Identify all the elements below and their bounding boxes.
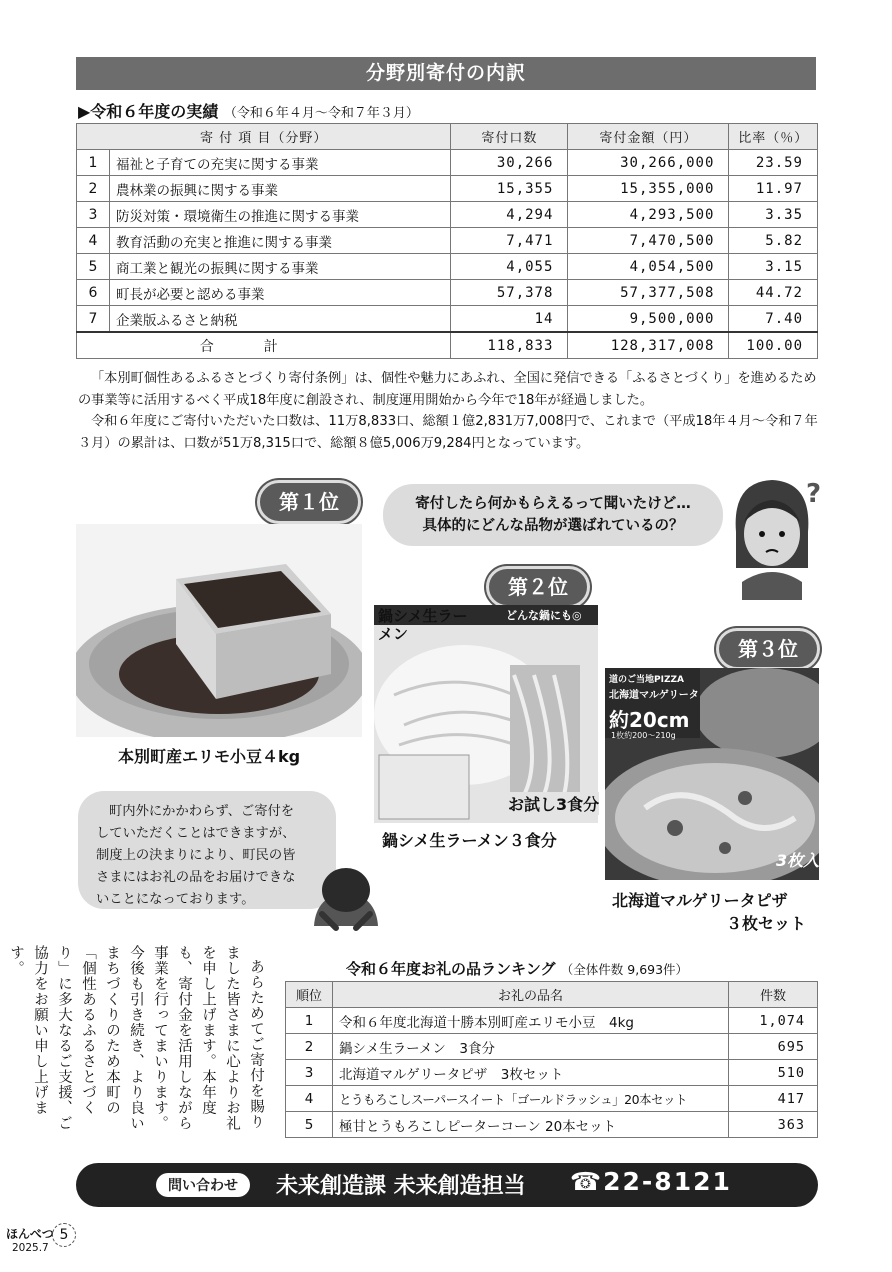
results-period: （令和６年４月〜令和７年３月） <box>223 106 419 121</box>
row-amount: 7,470,500 <box>568 228 729 254</box>
row-count: 4,294 <box>451 202 568 228</box>
pizza-photo-title1: 道のご当地PIZZA <box>609 675 684 685</box>
magazine-logo: ほんべつ <box>6 1227 54 1241</box>
row-count: 57,378 <box>451 280 568 306</box>
header-rank: 順位 <box>286 982 333 1008</box>
pizza-photo-size: 約20cm <box>609 708 690 732</box>
header-amount: 寄付金額（円） <box>568 124 729 150</box>
svg-text:?: ? <box>806 479 822 509</box>
rank-badge-second: 第２位 <box>486 566 590 608</box>
ranking-table <box>285 981 818 1138</box>
third-product-caption-line2: ３枚セット <box>726 914 807 933</box>
table-row <box>77 176 818 202</box>
bowing-person-illustration <box>306 856 386 936</box>
thanks-paragraph: あらためてご寄付を賜りました皆さまに心よりお礼を申し上げます。本年度も、寄付金を活用しながら事業を行ってまいります。今後も引き続き、より良いまちづくりのため本町の「個性あるふるさとづくり」に多大なるご支援、ご協力をお願い申し上げます。 <box>8 945 264 1131</box>
notice-line: していただくことはできますが、 <box>96 826 296 841</box>
header-item: お礼の品名 <box>333 982 729 1008</box>
contact-bar <box>76 1163 818 1207</box>
rank-badge-first: 第１位 <box>257 480 361 524</box>
ranking-row <box>286 1034 818 1060</box>
row-amount: 57,377,508 <box>568 280 729 306</box>
row-name: 農林業の振興に関する事業 <box>110 176 451 202</box>
row-ratio: 5.82 <box>729 228 818 254</box>
question-line: 具体的にどんな品物が選ばれているの？ <box>422 518 684 534</box>
row-name: 防災対策・環境衛生の推進に関する事業 <box>110 202 451 228</box>
row-name: 商工業と観光の振興に関する事業 <box>110 254 451 280</box>
ranking-count: 510 <box>729 1060 818 1086</box>
total-count: 118,833 <box>451 332 568 359</box>
donation-table <box>76 123 818 359</box>
table-row <box>77 254 818 280</box>
results-heading-text: ▶令和６年度の実績 <box>78 102 219 121</box>
row-no: 4 <box>77 228 110 254</box>
ranking-title-text: 令和６年度お礼の品ランキング <box>346 960 556 978</box>
question-bubble <box>383 484 723 546</box>
results-heading <box>78 99 419 122</box>
total-ratio: 100.00 <box>729 332 818 359</box>
row-no: 6 <box>77 280 110 306</box>
ranking-row <box>286 1112 818 1138</box>
pizza-photo-title2: 北海道マルゲリータ <box>609 690 699 701</box>
row-ratio: 23.59 <box>729 150 818 176</box>
pizza-photo-weight: 1枚約200〜210g <box>611 731 676 740</box>
notice-line: 制度上の決まりにより、町民の皆 <box>96 848 296 863</box>
table-row <box>77 228 818 254</box>
ranking-count: 417 <box>729 1086 818 1112</box>
ranking-count: 1,074 <box>729 1008 818 1034</box>
table-total-row <box>77 332 818 359</box>
rank-badge-third: 第３位 <box>716 628 820 670</box>
pizza-photo-count: 3枚入 <box>776 851 820 870</box>
header-category: 寄 付 項 目（分野） <box>77 124 451 150</box>
table-row <box>77 202 818 228</box>
intro-paragraph: 令和６年度にご寄付いただいた口数は、11万8,833口、総額１億2,831万7,008円で、これまで（平成18年４月〜令和７年３月）の累計は、口数が51万8,315口で、総額８億5,006万9,284円となっています。 <box>78 414 818 451</box>
row-amount: 30,266,000 <box>568 150 729 176</box>
ranking-count: 363 <box>729 1112 818 1138</box>
row-name: 町長が必要と認める事業 <box>110 280 451 306</box>
row-count: 30,266 <box>451 150 568 176</box>
ranking-rank: 4 <box>286 1086 333 1112</box>
row-count: 7,471 <box>451 228 568 254</box>
ranking-rank: 3 <box>286 1060 333 1086</box>
row-amount: 4,293,500 <box>568 202 729 228</box>
ranking-item: 北海道マルゲリータピザ 3枚セット <box>333 1060 729 1086</box>
ranking-item: 極甘とうもろこしピーターコーン 20本セット <box>333 1112 729 1138</box>
ranking-header-row <box>286 982 818 1008</box>
question-line: 寄付したら何かもらえるって聞いたけど… <box>415 496 691 512</box>
ranking-rank: 5 <box>286 1112 333 1138</box>
header-ratio: 比率（％） <box>729 124 818 150</box>
first-product-caption: 本別町産エリモ小豆４kg <box>118 747 301 766</box>
contact-department: 未来創造課 未来創造担当 <box>276 1174 526 1199</box>
section-title: 分野別寄付の内訳 <box>76 57 816 90</box>
ranking-item: 鍋シメ生ラーメン 3食分 <box>333 1034 729 1060</box>
ranking-item: とうもろこしスーパースイート「ゴールドラッシュ」20本セット <box>333 1086 729 1112</box>
woman-illustration <box>722 472 822 600</box>
ranking-title <box>346 958 688 979</box>
contact-label: 問い合わせ <box>156 1173 250 1197</box>
row-amount: 15,355,000 <box>568 176 729 202</box>
third-product-caption-line1: 北海道マルゲリータピザ <box>612 891 788 910</box>
row-no: 7 <box>77 306 110 333</box>
table-row <box>77 150 818 176</box>
row-name: 企業版ふるさと納税 <box>110 306 451 333</box>
row-count: 4,055 <box>451 254 568 280</box>
intro-text <box>78 368 820 454</box>
row-amount: 9,500,000 <box>568 306 729 333</box>
row-no: 2 <box>77 176 110 202</box>
row-amount: 4,054,500 <box>568 254 729 280</box>
row-name: 教育活動の充実と推進に関する事業 <box>110 228 451 254</box>
ranking-item: 令和６年度北海道十勝本別町産エリモ小豆 4kg <box>333 1008 729 1034</box>
row-ratio: 3.35 <box>729 202 818 228</box>
intro-paragraph: 「本別町個性あるふるさとづくり寄付条例」は、個性や魅力にあふれ、全国に発信できる「ふるさとづくり」を進めるための事業等に活用するべく平成18年度に創設され、制度運用開始から今年で18年が経過しました。 <box>78 371 817 408</box>
adzuki-beans-photo <box>76 524 362 737</box>
notice-bubble <box>78 791 336 909</box>
row-no: 1 <box>77 150 110 176</box>
row-count: 14 <box>451 306 568 333</box>
row-name: 福祉と子育ての充実に関する事業 <box>110 150 451 176</box>
issue-date: 2025.7 <box>12 1242 49 1254</box>
header-count: 件数 <box>729 982 818 1008</box>
notice-line: さまにはお礼の品をお届けできな <box>96 870 296 885</box>
notice-line: 町内外にかかわらず、ご寄付を <box>109 804 295 819</box>
header-count: 寄付口数 <box>451 124 568 150</box>
ranking-row <box>286 1060 818 1086</box>
row-no: 5 <box>77 254 110 280</box>
ranking-row <box>286 1008 818 1034</box>
row-ratio: 3.15 <box>729 254 818 280</box>
ramen-photo-portion: お試し3食分 <box>508 792 599 815</box>
thanks-text <box>8 945 268 1137</box>
notice-line: いことになっております。 <box>96 892 255 907</box>
table-row <box>77 280 818 306</box>
ranking-rank: 1 <box>286 1008 333 1034</box>
ranking-count: 695 <box>729 1034 818 1060</box>
ranking-total: （全体件数 9,693件） <box>560 962 689 977</box>
row-ratio: 11.97 <box>729 176 818 202</box>
row-ratio: 44.72 <box>729 280 818 306</box>
total-amount: 128,317,008 <box>568 332 729 359</box>
row-no: 3 <box>77 202 110 228</box>
second-product-caption: 鍋シメ生ラーメン３食分 <box>382 831 557 850</box>
ranking-rank: 2 <box>286 1034 333 1060</box>
table-header-row <box>77 124 818 150</box>
ramen-photo-tag: どんな鍋にも◎ <box>506 609 582 622</box>
table-row <box>77 306 818 333</box>
ramen-photo-title: 鍋シメ生ラーメン <box>378 607 468 643</box>
total-label: 合計 <box>77 332 451 359</box>
ranking-row <box>286 1086 818 1112</box>
contact-phone[interactable]: ☎22-8121 <box>570 1167 732 1196</box>
row-ratio: 7.40 <box>729 306 818 333</box>
row-count: 15,355 <box>451 176 568 202</box>
page-number: 5 <box>52 1223 76 1247</box>
